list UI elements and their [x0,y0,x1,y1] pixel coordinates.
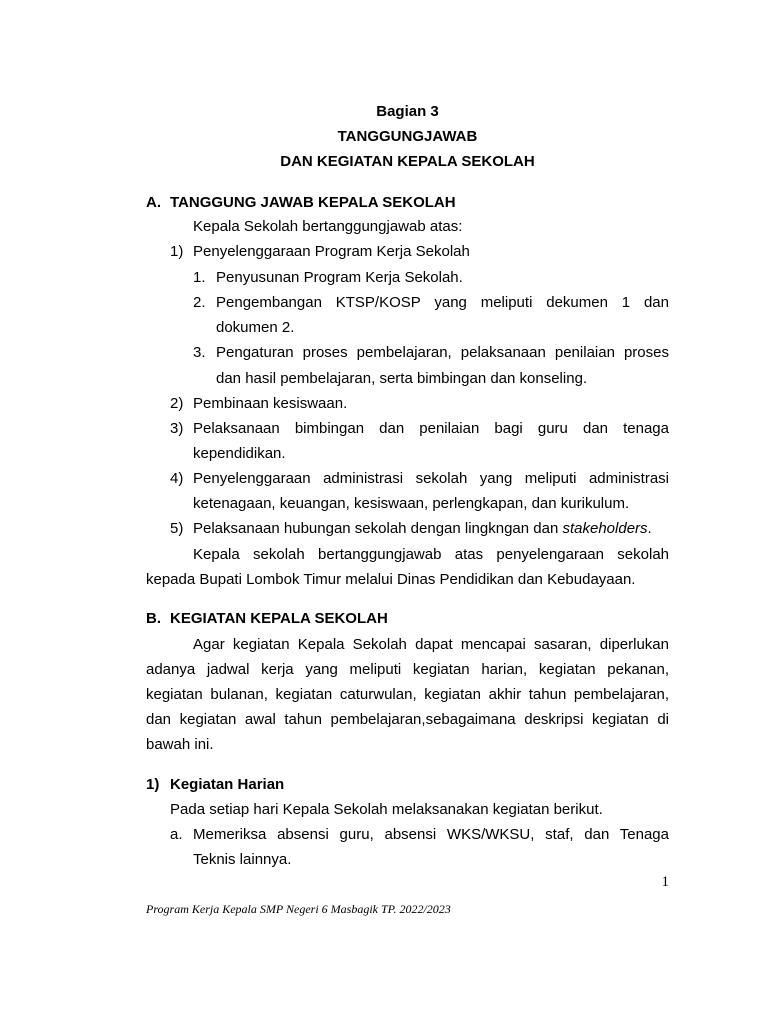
section-b-paragraph-line: bawah ini. [146,736,214,753]
list-item-marker: 3) [170,420,184,437]
sublist-item-marker: 1. [193,269,206,286]
list-item-text-cont: Teknis lainnya. [193,851,292,868]
list-item-text [193,519,652,539]
section-b-title: KEGIATAN KEPALA SEKOLAH [170,610,388,627]
page-number: 1 [661,874,669,890]
list-item-text-cont: ketenagaan, keuangan, kesiswaan, perlengkapan, dan kurikulum. [193,495,630,512]
list-item-text-cont: kependidikan. [193,445,286,462]
list-item-marker: 2) [170,395,184,412]
chapter-title-line2: DAN KEGIATAN KEPALA SEKOLAH [280,153,535,170]
section-a-intro: Kepala Sekolah bertanggungjawab atas: [193,218,463,235]
subsection-intro: Pada setiap hari Kepala Sekolah melaksanakan kegiatan berikut. [170,801,603,818]
section-b-marker: B. [146,610,161,627]
list-item-text: Memeriksa absensi guru, absensi WKS/WKSU, staf, dan Tenaga [193,826,669,843]
list-item-text-suffix: . [647,520,652,537]
list-item-marker: 4) [170,470,184,487]
sublist-item-text-cont: dokumen 2. [216,319,295,336]
list-item-marker: 1) [170,243,184,260]
sublist-item-text: Penyusunan Program Kerja Sekolah. [216,269,463,286]
section-b-paragraph-line: Agar kegiatan Kepala Sekolah dapat mencapai sasaran, diperlukan [193,636,669,653]
page-footer: Program Kerja Kepala SMP Negeri 6 Masbagik TP. 2022/2023 [146,902,451,916]
list-item-marker: a. [170,826,183,843]
sublist-item-text: Pengaturan proses pembelajaran, pelaksanaan penilaian proses [216,344,669,361]
section-b-paragraph-line: kegiatan bulanan, kegiatan caturwulan, kegiatan akhir tahun pembelajaran, [146,686,669,703]
list-item-text: Penyelenggaraan administrasi sekolah yang meliputi administrasi [193,470,669,487]
list-item-text: Pelaksanaan bimbingan dan penilaian bagi guru dan tenaga [193,420,669,437]
list-item-text: Penyelenggaraan Program Kerja Sekolah [193,243,470,260]
section-a-marker: A. [146,194,161,211]
section-b-paragraph-line: dan kegiatan awal tahun pembelajaran,sebagaimana deskripsi kegiatan di [146,711,669,728]
subsection-marker: 1) [146,776,160,793]
closing-paragraph-line1: Kepala sekolah bertanggungjawab atas penyelengaraan sekolah [193,546,669,563]
list-item-text-italic: stakeholders [562,520,648,537]
closing-paragraph-line2: kepada Bupati Lombok Timur melalui Dinas Pendidikan dan Kebudayaan. [146,571,636,588]
section-a-title: TANGGUNG JAWAB KEPALA SEKOLAH [170,194,456,211]
list-item-marker: 5) [170,520,184,537]
list-item-text-prefix: Pelaksanaan hubungan sekolah dengan lingkngan dan [193,520,563,537]
sublist-item-text: Pengembangan KTSP/KOSP yang meliputi dekumen 1 dan [216,294,669,311]
part-label: Bagian 3 [376,103,439,120]
sublist-item-marker: 2. [193,294,206,311]
subsection-title: Kegiatan Harian [170,776,285,793]
sublist-item-text-cont: dan hasil pembelajaran, serta bimbingan dan konseling. [216,370,588,387]
sublist-item-marker: 3. [193,344,206,361]
chapter-title-line1: TANGGUNGJAWAB [337,128,478,145]
list-item-text: Pembinaan kesiswaan. [193,395,348,412]
section-b-paragraph-line: adanya jadwal kerja yang meliputi kegiatan harian, kegiatan pekanan, [146,661,669,678]
